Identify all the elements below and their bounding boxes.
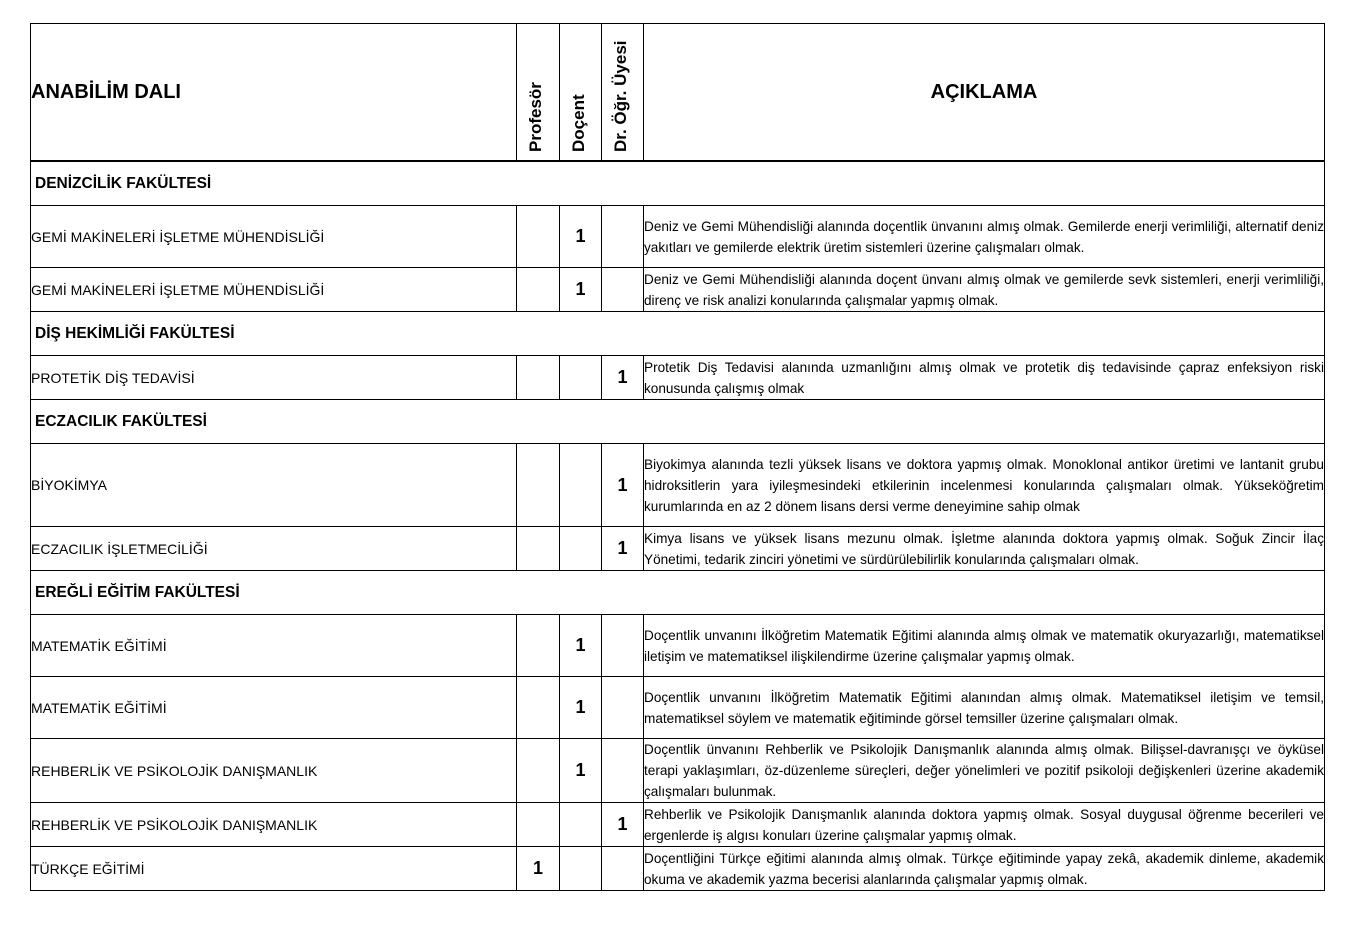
description: Doçentlik ünvanını Rehberlik ve Psikolojik Danışmanlık alanında almış olmak. Bilişsel-davranışçı ve öyküsel terapi yaklaşımları, öz-düzenleme süreçleri, değer yönelimleri ve pozitif psikoloji değişkenleri üzerine akademik çalışmaları bulunmak. bbox=[644, 739, 1325, 803]
assistant-count: 1 bbox=[602, 356, 644, 400]
department-name: BİYOKİMYA bbox=[31, 444, 517, 527]
faculty-row bbox=[31, 312, 1325, 356]
associate-count: 1 bbox=[560, 206, 602, 268]
department-name: TÜRKÇE EĞİTİMİ bbox=[31, 847, 517, 891]
department-name: GEMİ MAKİNELERİ İŞLETME MÜHENDİSLİĞİ bbox=[31, 206, 517, 268]
table-row bbox=[31, 677, 1325, 739]
table-row bbox=[31, 847, 1325, 891]
faculty-name: ECZACILIK FAKÜLTESİ bbox=[31, 400, 1325, 444]
description: Deniz ve Gemi Mühendisliği alanında doçentlik ünvanını almış olmak. Gemilerde enerji verimliliği, alternatif deniz yakıtları ve gemilerde elektrik üretim sistemleri üzerine çalışmaları olmak. bbox=[644, 206, 1325, 268]
assistant-count bbox=[602, 268, 644, 312]
professor-count bbox=[517, 615, 560, 677]
professor-count bbox=[517, 803, 560, 847]
department-name: PROTETİK DİŞ TEDAVİSİ bbox=[31, 356, 517, 400]
associate-count bbox=[560, 803, 602, 847]
professor-count bbox=[517, 444, 560, 527]
assistant-count bbox=[602, 847, 644, 891]
assistant-count bbox=[602, 206, 644, 268]
table-row bbox=[31, 356, 1325, 400]
assistant-count: 1 bbox=[602, 444, 644, 527]
assistant-count bbox=[602, 739, 644, 803]
table-header-row bbox=[31, 24, 1325, 162]
table-row bbox=[31, 803, 1325, 847]
faculty-row bbox=[31, 400, 1325, 444]
faculty-name: DİŞ HEKİMLİĞİ FAKÜLTESİ bbox=[31, 312, 1325, 356]
faculty-name: EREĞLİ EĞİTİM FAKÜLTESİ bbox=[31, 571, 1325, 615]
professor-count bbox=[517, 527, 560, 571]
header-professor-label: Profesör bbox=[526, 82, 545, 152]
table-row bbox=[31, 444, 1325, 527]
associate-count: 1 bbox=[560, 739, 602, 803]
assistant-count: 1 bbox=[602, 527, 644, 571]
associate-count bbox=[560, 356, 602, 400]
header-description: AÇIKLAMA bbox=[644, 24, 1325, 162]
associate-count bbox=[560, 847, 602, 891]
table-row bbox=[31, 268, 1325, 312]
header-professor bbox=[517, 24, 560, 162]
professor-count bbox=[517, 677, 560, 739]
associate-count bbox=[560, 527, 602, 571]
description: Doçentlik unvanını İlköğretim Matematik Eğitimi alanından almış olmak. Matematiksel iletişim ve temsil, matematiksel söylem ve matematik eğitiminde görsel temsiller üzerine çalışmaları olmak. bbox=[644, 677, 1325, 739]
department-name: REHBERLİK VE PSİKOLOJİK DANIŞMANLIK bbox=[31, 803, 517, 847]
faculty-row bbox=[31, 571, 1325, 615]
associate-count: 1 bbox=[560, 615, 602, 677]
assistant-count bbox=[602, 615, 644, 677]
department-name: MATEMATİK EĞİTİMİ bbox=[31, 615, 517, 677]
table-row bbox=[31, 615, 1325, 677]
description: Protetik Diş Tedavisi alanında uzmanlığını almış olmak ve protetik diş tedavisinde çapraz enfeksiyon riski konusunda çalışmış olmak bbox=[644, 356, 1325, 400]
department-name: ECZACILIK İŞLETMECİLİĞİ bbox=[31, 527, 517, 571]
header-department: ANABİLİM DALI bbox=[31, 24, 517, 162]
associate-count bbox=[560, 444, 602, 527]
header-assistant-label: Dr. Öğr. Üyesi bbox=[610, 40, 630, 152]
department-name: REHBERLİK VE PSİKOLOJİK DANIŞMANLIK bbox=[31, 739, 517, 803]
description: Doçentlik unvanını İlköğretim Matematik Eğitimi alanında almış olmak ve matematik okuryazarlığı, matematiksel iletişim ve matematiksel ilişkilendirme üzerine çalışmalar yapmış olmak. bbox=[644, 615, 1325, 677]
description: Rehberlik ve Psikolojik Danışmanlık alanında doktora yapmış olmak. Sosyal duygusal öğrenme becerileri ve ergenlerde iş algısı konuları üzerine çalışmalar yapmış olmak. bbox=[644, 803, 1325, 847]
header-associate-label: Doçent bbox=[568, 94, 588, 152]
professor-count bbox=[517, 739, 560, 803]
professor-count bbox=[517, 268, 560, 312]
department-name: GEMİ MAKİNELERİ İŞLETME MÜHENDİSLİĞİ bbox=[31, 268, 517, 312]
department-name: MATEMATİK EĞİTİMİ bbox=[31, 677, 517, 739]
header-associate bbox=[560, 24, 602, 162]
description: Deniz ve Gemi Mühendisliği alanında doçent ünvanı almış olmak ve gemilerde sevk sistemleri, enerji verimliliği, direnç ve risk analizi konularında çalışmalar yapmış olmak. bbox=[644, 268, 1325, 312]
header-assistant bbox=[602, 24, 644, 162]
assistant-count: 1 bbox=[602, 803, 644, 847]
professor-count: 1 bbox=[517, 847, 560, 891]
associate-count: 1 bbox=[560, 677, 602, 739]
table-row bbox=[31, 527, 1325, 571]
table-row bbox=[31, 739, 1325, 803]
description: Kimya lisans ve yüksek lisans mezunu olmak. İşletme alanında doktora yapmış olmak. Soğuk Zincir İlaç Yönetimi, tedarik zinciri yönetimi ve sürdürülebilirlik konularında çalışmaları olmak. bbox=[644, 527, 1325, 571]
description: Doçentliğini Türkçe eğitimi alanında almış olmak. Türkçe eğitiminde yapay zekâ, akademik dinleme, akademik okuma ve akademik yazma becerisi alanlarında çalışmalar yapmış olmak. bbox=[644, 847, 1325, 891]
professor-count bbox=[517, 356, 560, 400]
faculty-row bbox=[31, 161, 1325, 206]
table-row bbox=[31, 206, 1325, 268]
professor-count bbox=[517, 206, 560, 268]
positions-table bbox=[30, 23, 1325, 891]
assistant-count bbox=[602, 677, 644, 739]
associate-count: 1 bbox=[560, 268, 602, 312]
description: Biyokimya alanında tezli yüksek lisans ve doktora yapmış olmak. Monoklonal antikor üretimi ve lantanit grubu hidroksitlerin yara iyileşmesindeki etkilerinin incelenmesi konularında çalışmaları olmak. Yükseköğretim kurumlarında en az 2 dönem lisans dersi verme deneyimine sahip olmak bbox=[644, 444, 1325, 527]
faculty-name: DENİZCİLİK FAKÜLTESİ bbox=[31, 161, 1325, 206]
